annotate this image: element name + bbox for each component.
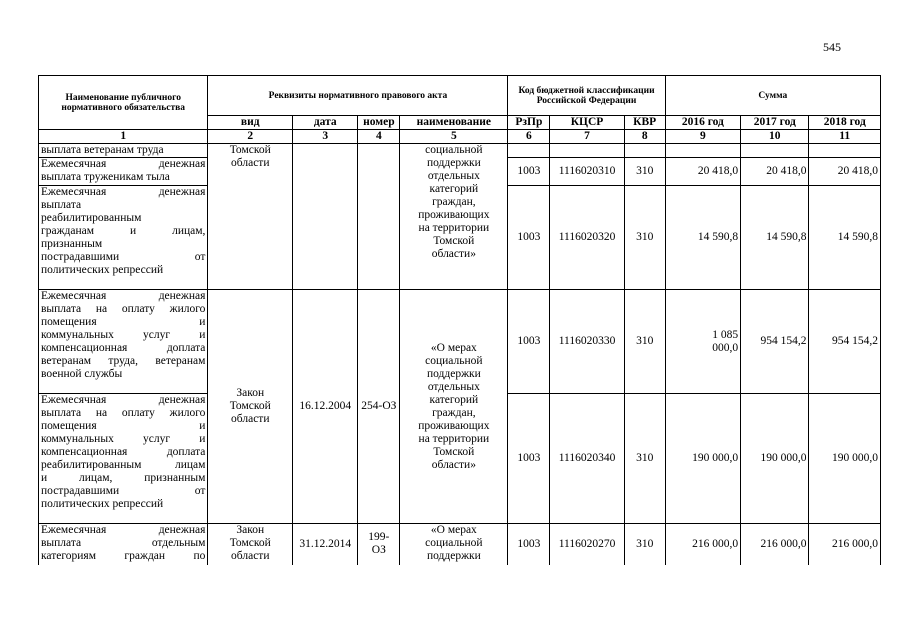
act-c-number (358, 524, 400, 565)
act-b-number: 254-ОЗ (358, 290, 400, 524)
act-c-date: 31.12.2014 (293, 524, 358, 565)
obligation-name: Ежемесячная денежная выплата труженикам тыла (39, 158, 208, 186)
header-rzpr: РзПр (508, 116, 550, 130)
text-line: проживающих (418, 209, 490, 221)
text-line: ОЗ (371, 544, 386, 557)
rzpr-cell: 1003 (508, 394, 550, 524)
act-a-vid (208, 144, 293, 290)
text-line: социальной (425, 144, 483, 156)
text-line: социальной (425, 354, 483, 367)
text-line: Томской (433, 445, 475, 458)
text-line: Томской (229, 400, 271, 412)
text-line: отдельных (427, 380, 480, 393)
header-name: наименование (400, 116, 508, 130)
text-line: Закон (236, 387, 265, 399)
act-a-name (400, 144, 508, 290)
sum-2017-cell: 954 154,2 (741, 290, 809, 394)
rzpr-cell: 1003 (508, 186, 550, 290)
text-line: поддержки (426, 157, 481, 169)
header-2016: 2016 год (665, 116, 741, 130)
col-num-8: 8 (624, 130, 665, 144)
act-b-name (400, 290, 508, 524)
text-line: области (231, 413, 270, 425)
text-line: поддержки (426, 367, 481, 380)
header-kvr: КВР (624, 116, 665, 130)
text-line: на территории (418, 222, 490, 234)
act-b-vid (208, 290, 293, 524)
text-line: категорий (429, 393, 479, 406)
header-obligation: Наименование публичного нормативного обязательства (39, 76, 208, 130)
sum-2018-cell: 14 590,8 (809, 186, 881, 290)
header-date: дата (293, 116, 358, 130)
text-line: Томской (433, 235, 475, 247)
text-line: социальной (425, 537, 483, 549)
kvr-cell: 310 (624, 186, 665, 290)
kcsr-cell: 1116020340 (550, 394, 625, 524)
text-line: отдельных (427, 170, 480, 182)
sum-2018-cell: 190 000,0 (809, 394, 881, 524)
text-line: категорий (429, 183, 479, 195)
rzpr-cell: 1003 (508, 524, 550, 565)
text-line: поддержки (426, 550, 481, 562)
kvr-cell: 310 (624, 524, 665, 565)
sum-2016-cell: 20 418,0 (665, 158, 741, 186)
table-row (39, 290, 881, 394)
header-sum: Сумма (665, 76, 880, 116)
kvr-cell: 310 (624, 158, 665, 186)
text-line: области (231, 550, 270, 562)
kcsr-cell: 1116020270 (550, 524, 625, 565)
sum-2018-cell: 954 154,2 (809, 290, 881, 394)
text-line: области» (431, 458, 476, 471)
obligation-name: Ежемесячная денежная выплата на оплату жилого помещения и коммунальных услуг и компенсационная доплата реабилитированным лицам и лицам, признанным пострадавшими от политических репрессий (39, 394, 208, 524)
col-num-5: 5 (400, 130, 508, 144)
sum-2016-cell: 1 085 000,0 (665, 290, 741, 394)
col-num-4: 4 (358, 130, 400, 144)
text-line: области (231, 157, 270, 169)
act-b-date: 16.12.2004 (293, 290, 358, 524)
header-budget-code: Код бюджетной классификации Российской Федерации (508, 76, 665, 116)
sum-2017-cell: 20 418,0 (741, 158, 809, 186)
header-2018: 2018 год (809, 116, 881, 130)
col-num-1: 1 (39, 130, 208, 144)
kcsr-cell: 1116020320 (550, 186, 625, 290)
col-num-7: 7 (550, 130, 625, 144)
text-line: Томской (229, 537, 271, 549)
sum-2016-cell: 190 000,0 (665, 394, 741, 524)
rzpr-cell: 1003 (508, 158, 550, 186)
text-line: граждан, (432, 196, 476, 208)
header-requisites: Реквизиты нормативного правового акта (208, 76, 508, 116)
rzpr-cell: 1003 (508, 290, 550, 394)
sum-2018-cell: 20 418,0 (809, 158, 881, 186)
col-num-11: 11 (809, 130, 881, 144)
act-a-date (293, 144, 358, 290)
sum-2017-cell: 14 590,8 (741, 186, 809, 290)
obligations-table (38, 75, 881, 565)
text-line: области» (431, 248, 476, 260)
act-a-number (358, 144, 400, 290)
text-line: граждан, (432, 406, 476, 419)
text-line: «О мерах (430, 341, 477, 354)
table-row (39, 524, 881, 565)
text-line: проживающих (418, 419, 490, 432)
kcsr-cell: 1116020310 (550, 158, 625, 186)
kvr-cell: 310 (624, 290, 665, 394)
col-num-6: 6 (508, 130, 550, 144)
act-c-vid (208, 524, 293, 565)
table-row (39, 144, 881, 158)
obligation-name: Ежемесячная денежная выплата реабилитированным гражданам и лицам, признанным пострадавшими от политических репрессий (39, 186, 208, 290)
obligation-name: выплата ветеранам труда (39, 144, 208, 158)
text-line: 199- (368, 531, 390, 544)
sum-2016-cell: 216 000,0 (665, 524, 741, 565)
col-num-2: 2 (208, 130, 293, 144)
col-num-10: 10 (741, 130, 809, 144)
col-num-9: 9 (665, 130, 741, 144)
sum-2017-cell: 216 000,0 (741, 524, 809, 565)
header-kcsr: КЦСР (550, 116, 625, 130)
text-line: Закон (236, 524, 265, 536)
sum-2016-cell: 14 590,8 (665, 186, 741, 290)
col-num-3: 3 (293, 130, 358, 144)
text-line: Томской (229, 144, 271, 156)
header-2017: 2017 год (741, 116, 809, 130)
kcsr-cell: 1116020330 (550, 290, 625, 394)
text-line: «О мерах (430, 524, 477, 536)
sum-2017-cell: 190 000,0 (741, 394, 809, 524)
header-number: номер (358, 116, 400, 130)
kvr-cell: 310 (624, 394, 665, 524)
sum-2018-cell: 216 000,0 (809, 524, 881, 565)
text-line: на территории (418, 432, 490, 445)
act-c-name (400, 524, 508, 565)
obligation-name: Ежемесячная денежная выплата на оплату жилого помещения и коммунальных услуг и компенсационная доплата ветеранам труда, ветеранам военной службы (39, 290, 208, 394)
header-vid: вид (208, 116, 293, 130)
obligation-name: Ежемесячная денежная выплата отдельным категориям граждан по (39, 524, 208, 565)
page-number: 545 (823, 40, 841, 54)
